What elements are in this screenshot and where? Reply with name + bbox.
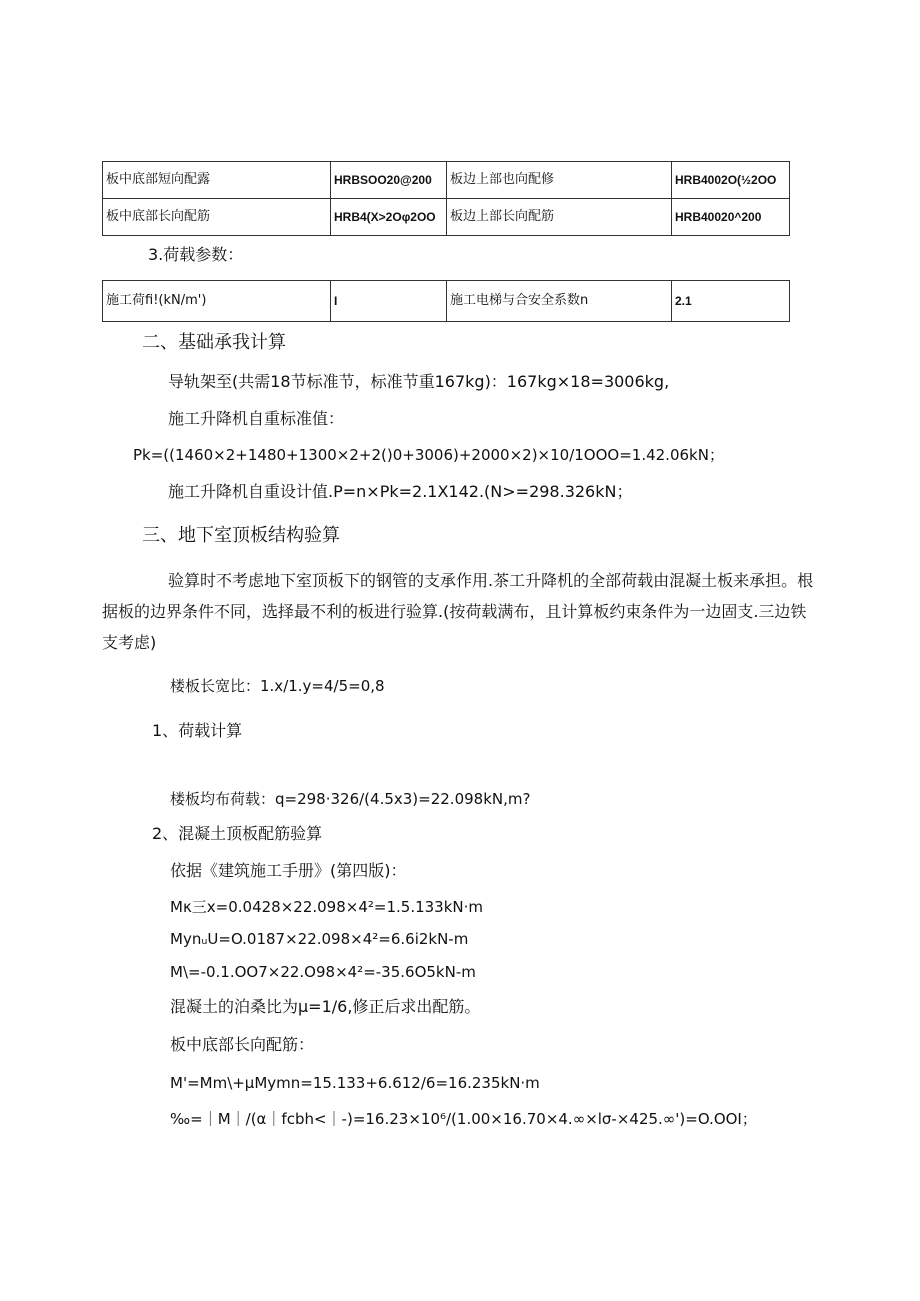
subsection-heading: 2、混凝土顶板配筋验算 — [152, 824, 323, 843]
subsection-heading: 1、荷载计算 — [152, 721, 243, 740]
load-params-heading: 3.荷载参数： — [148, 245, 244, 264]
table-cell-value: HRB4002O(½2OO — [672, 162, 790, 199]
formula-line: ‰=｜M｜/(α｜fcbh<｜-)=16.23×10⁶/(1.00×16.70×4.∞×lσ-×425.∞')=O.OOI； — [170, 1110, 757, 1128]
table-cell-label: 板边上部也向配修 — [447, 162, 672, 199]
table-row — [103, 281, 790, 322]
body-paragraph: 验算时不考虑地下室顶板下的钢管的支承作用.茶工升降机的全部荷载由混凝土板来承担。根据板的边界条件不同，选择最不利的板进行验算.(按荷载满布，且计算板约束条件为一边固支.三边铁支考虑) — [102, 571, 814, 652]
table-cell-value: HRB40020^200 — [672, 199, 790, 236]
body-line: 板中底部长向配筋： — [170, 1035, 315, 1054]
table-cell-value: 2.1 — [672, 281, 790, 322]
load-params-table — [102, 280, 790, 322]
body-line: 施工升降机自重标准值： — [168, 409, 345, 428]
table-cell-value: HRBSOO20@200 — [331, 162, 447, 199]
formula-line: M'=Mm\+μMymn=15.133+6.612/6=16.235kN·m — [170, 1074, 540, 1092]
table-cell-value: I — [331, 281, 447, 322]
section-heading-foundation: 二、基础承我计算 — [142, 332, 286, 353]
table-cell-label: 施工荷fi!(kN/m') — [103, 281, 331, 322]
section-heading-slab: 三、地下室顶板结构验算 — [142, 525, 340, 546]
table-cell-value: HRB4(X>2Oφ2OO — [331, 199, 447, 236]
table-row — [103, 199, 790, 236]
reinforcement-table — [102, 161, 790, 236]
formula-line: MynᵤU=O.0187×22.098×4²=6.6i2kN-m — [170, 930, 469, 948]
body-line: 施工升降机自重设计值.P=n×Pk=2.1X142.(N>=298.326kN； — [168, 482, 633, 501]
body-line: 楼板均布荷载：q=298·326/(4.5x3)=22.098kN,m? — [170, 790, 531, 808]
table-cell-label: 板边上部长向配筋 — [447, 199, 672, 236]
body-line: 导轨架至(共需18节标准节，标准节重167kg)：167kg×18=3006kg, — [168, 372, 670, 391]
body-line: 楼板长宽比：1.x/1.y=4/5=0,8 — [170, 677, 385, 695]
body-line: 依据《建筑施工手册》(第四版)： — [170, 861, 407, 880]
table-cell-label: 板中底部长向配筋 — [103, 199, 331, 236]
table-cell-label: 板中底部短向配露 — [103, 162, 331, 199]
body-line: 混凝土的泊桑比为μ=1/6,修正后求出配筋。 — [170, 997, 481, 1016]
formula-line: Mκ三x=0.0428×22.098×4²=1.5.133kN·m — [170, 898, 484, 916]
table-cell-label: 施工电梯与合安全系数n — [447, 281, 672, 322]
table-row — [103, 162, 790, 199]
formula-line: Pk=((1460×2+1480+1300×2+2()0+3006)+2000×2)×10/1OOO=1.42.06kN； — [133, 446, 724, 464]
formula-line: M\=-0.1.OO7×22.O98×4²=-35.6O5kN-m — [170, 963, 476, 981]
